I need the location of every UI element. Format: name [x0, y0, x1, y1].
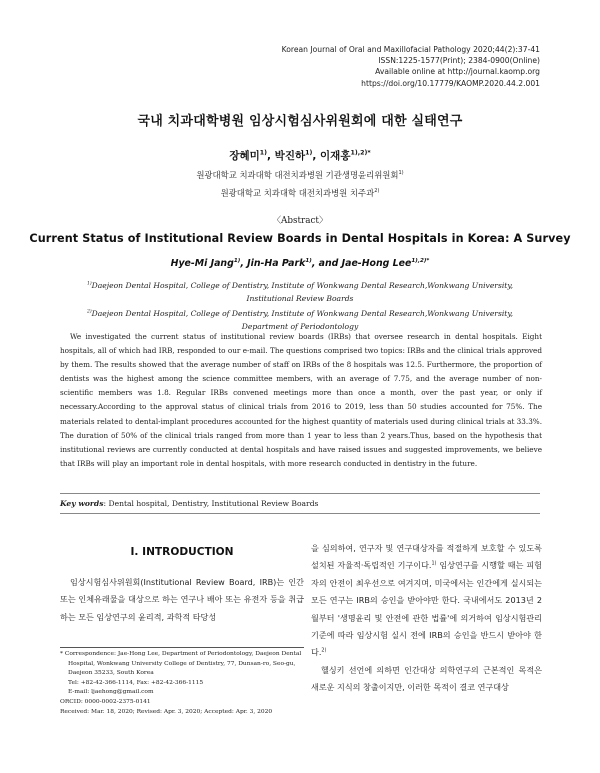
citation-superscript: 2)	[321, 647, 327, 654]
citation-superscript: 1)	[431, 560, 437, 567]
affiliation-superscript: 2)	[374, 188, 380, 195]
affiliation-line: Daejeon Dental Hospital, College of Dentistry, Institute of Wonkwang Dental Research,Wonkwang University,	[91, 309, 514, 318]
affiliation-line: Department of Periodontology	[241, 322, 359, 331]
affiliation-superscript: 1)	[398, 170, 404, 177]
journal-issn: ISSN:1225-1577(Print); 2384-0900(Online)	[378, 56, 540, 66]
author-separator: ,	[240, 258, 248, 269]
korean-authors: 장혜미$^{1)}$, 박진하$^{1)}$, 이재홍$^{1),2)*}$	[229, 149, 371, 162]
section-heading: Ⅰ. INTRODUCTION	[130, 546, 234, 558]
keywords	[60, 499, 318, 508]
affiliation-superscript: 1)	[86, 281, 92, 287]
author-superscript: 1)	[305, 257, 312, 264]
author-superscript: 1)	[259, 149, 268, 157]
korean-title: 국내 치과대학병원 임상시험심사위원회에 대한 실태연구	[137, 114, 463, 129]
footnote-correspondence: Daejeon 35233, South Korea	[68, 670, 154, 677]
footnote-tel: Tel: +82-42-366-1114, Fax: +82-42-366-1115	[68, 679, 204, 686]
footnote-email: E-mail: ljaehong@gmail.com	[68, 689, 154, 696]
footnote	[60, 650, 306, 717]
author-superscript: 1),2)*	[350, 149, 371, 157]
korean-affiliation	[0, 187, 600, 199]
paragraph	[311, 540, 542, 662]
author-name: 박진하	[274, 150, 306, 162]
affiliation-text: 원광대학교 치과대학 대전치과병원 기관생명윤리위원회	[196, 170, 399, 180]
keywords-top-rule	[60, 493, 540, 494]
journal-doi: https://doi.org/10.17779/KAOMP.2020.44.2.001	[361, 78, 540, 88]
author-name: Hye-Mi Jang	[170, 258, 234, 269]
footnote-received: Received: Mar. 18, 2020; Revised: Apr. 3, 2020; Accepted: Apr. 3, 2020	[60, 708, 273, 715]
abstract-body: We investigated the current status of institutional review boards (IRBs) that oversee research in dental hospitals. Eight hospitals, all of which had IRB, responded to our e-mail. The questions comprised two topics: IRBs and the clinical trials approved by them. The results showed that the average number of staff on IRBs of the 8 hospitals was 12.5. Furthermore, the proportion of dentists was the highest among the science committee members, with an average of 7.75, and the average number of non-scientific members was 1.8. Regular IRBs convened meetings more than once a month, over the past year, or only if necessary.According to the approval status of clinical trials from 2016 to 2019, less than 50 studies accounted for 75%. The materials related to dental-implant procedures accounted for the highest quantity of materials used during clinical trials at 33.3%. The duration of 50% of the clinical trials ranged from more than 1 year to less than 2 years.Thus, based on the hypothesis that institutional reviews are currently conducted at dental hospitals and have raised issues and suggested improvements, we believe that IRBs will play an important role in dental hospitals, with more research conducted in dentistry in the future.	[60, 332, 543, 468]
author-separator: , and	[311, 258, 342, 269]
affiliation-superscript: 2)	[86, 309, 92, 315]
journal-availability: Available online at http://journal.kaomp.org	[375, 67, 540, 77]
footnote-orcid: ORCID: 0000-0002-2375-0141	[60, 698, 151, 705]
korean-affiliation	[0, 169, 600, 181]
footnote-rule	[60, 647, 304, 648]
journal-header	[282, 44, 540, 89]
footnote-correspondence: * Correspondence: Jae-Hong Lee, Department of Periodontology, Daejeon Dental	[60, 651, 302, 657]
paragraph-text: 을 심의하여, 연구자 및 연구대상자를 적절하게 보호할 수 있도록 설치된 자율적·독립적인 기구이다.	[311, 543, 542, 571]
affiliation-line: Institutional Review Boards	[246, 294, 354, 303]
paragraph-text: 임상연구를 시행할 때는 피험자의 안전이 최우선으로 여겨지며, 미국에서는 인간에게 실시되는 모든 연구는 IRB의 승인을 받아야만 한다. 국내에서도 2013년 2월부터 '생명윤리 및 안전에 관한 법률'에 의거하여 임상시험관리기준에 따라 임상시험 실시 전에 IRB의 승인을 반드시 받아야 한다.	[311, 560, 542, 658]
left-column-text	[60, 574, 304, 626]
author-name: 장혜미	[229, 150, 260, 162]
english-affiliation	[60, 279, 540, 305]
affiliation-line: Daejeon Dental Hospital, College of Dentistry, Institute of Wonkwang Dental Research,Wonkwang University,	[91, 281, 514, 290]
keywords-text: Dental hospital, Dentistry, Institutional Review Boards	[108, 499, 319, 508]
author-superscript: 1)	[305, 149, 313, 157]
english-title: Current Status of Institutional Review Boards in Dental Hospitals in Korea: A Survey	[29, 232, 571, 245]
abstract-label: 〈Abstract〉	[272, 216, 328, 226]
author-name: 이재홍	[320, 150, 351, 162]
author-name: Jin-Ha Park	[247, 258, 306, 269]
keywords-bottom-rule	[60, 513, 540, 514]
author-superscript: 1)	[233, 257, 241, 264]
english-authors	[0, 258, 600, 269]
footnote-correspondence: Hospital, Wonkwang University College of Dentistry, 77, Dunsan-ro, Seo-gu,	[68, 660, 296, 667]
journal-citation: Korean Journal of Oral and Maxillofacial Pathology 2020;44(2):37-41	[281, 45, 540, 54]
affiliation-text: 원광대학교 치과대학 대전치과병원 치주과	[220, 188, 375, 198]
paragraph: 헬싱키 선언에 의하면 인간대상 의학연구의 근본적인 목적은 새로운 지식의 창출이지만, 이러한 목적이 결코 연구대상	[311, 664, 542, 693]
paragraph: 임상시험심사위원회(Institutional Review Board, IRB)는 인간 또는 인체유래물을 대상으로 하는 연구나 배아 또는 유전자 등을 취급하는 모든 임상연구의 윤리적, 과학적 타당성	[60, 577, 304, 622]
author-superscript: 1),2)*	[411, 257, 430, 264]
keywords-label: Key words	[60, 499, 104, 508]
keywords-separator: :	[103, 499, 109, 508]
author-name: Jae-Hong Lee	[341, 258, 412, 269]
right-column-text	[311, 540, 542, 697]
